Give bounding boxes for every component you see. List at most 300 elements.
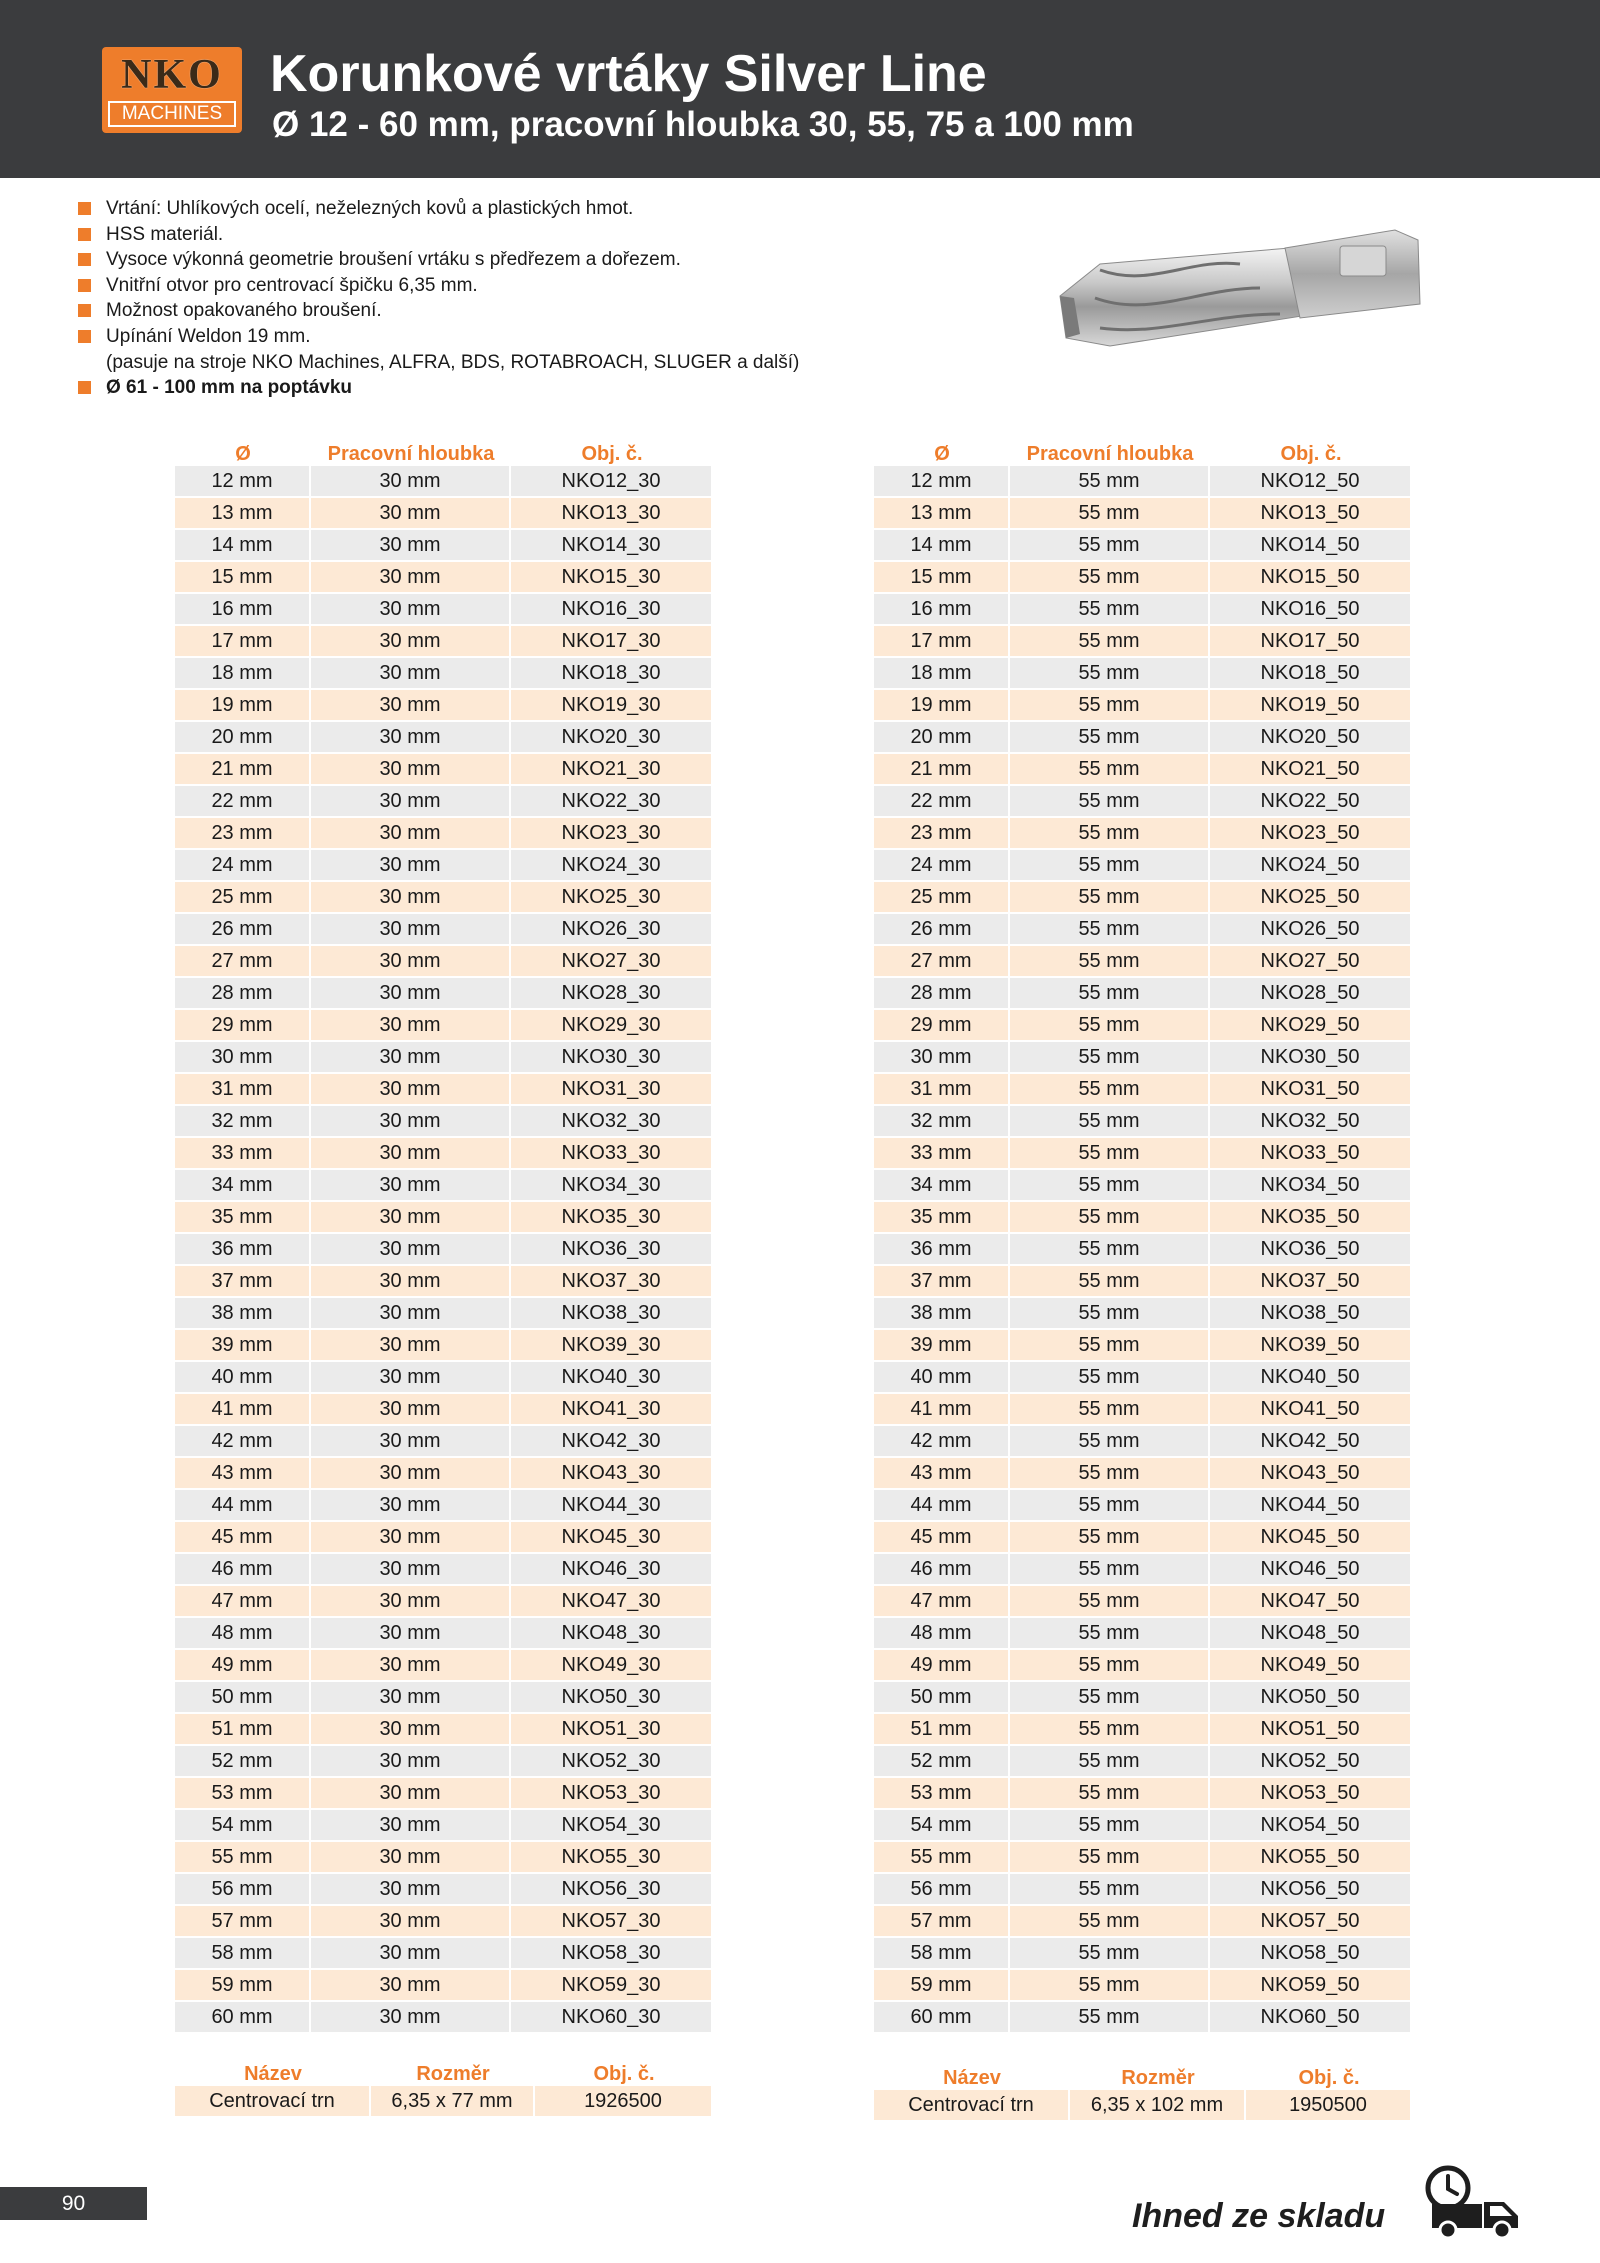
feature-text: Upínání Weldon 19 mm.: [106, 325, 311, 347]
cell-code: NKO50_50: [1210, 1682, 1412, 1714]
table-row: [175, 1682, 713, 1714]
cell-diameter: 33 mm: [175, 1138, 311, 1170]
cell-diameter: 53 mm: [874, 1778, 1010, 1810]
table-row: [175, 2002, 713, 2034]
cell-diameter: 15 mm: [175, 562, 311, 594]
cell-code: NKO22_50: [1210, 786, 1412, 818]
cell-depth: 30 mm: [311, 1554, 511, 1586]
cell-depth: 30 mm: [311, 658, 511, 690]
cell-code: NKO45_30: [511, 1522, 713, 1554]
table-row: [175, 1458, 713, 1490]
cell-code: NKO27_50: [1210, 946, 1412, 978]
table-row: [175, 1938, 713, 1970]
cell-depth: 55 mm: [1010, 562, 1210, 594]
cell-code: NKO33_50: [1210, 1138, 1412, 1170]
cell-depth: 55 mm: [1010, 1906, 1210, 1938]
cell-code: NKO42_30: [511, 1426, 713, 1458]
cell-diameter: 21 mm: [874, 754, 1010, 786]
table-row: [874, 1042, 1412, 1074]
table-row: [874, 466, 1412, 498]
table-row: [874, 1970, 1412, 2002]
table-row: [874, 818, 1412, 850]
cell-code: NKO36_50: [1210, 1234, 1412, 1266]
cell-depth: 30 mm: [311, 1522, 511, 1554]
cell-diameter: 44 mm: [175, 1490, 311, 1522]
table-row: [874, 1010, 1412, 1042]
cell-diameter: 16 mm: [874, 594, 1010, 626]
col-header-code: Obj. č.: [593, 2063, 655, 2085]
cell-diameter: 42 mm: [874, 1426, 1010, 1458]
cell-code: NKO23_30: [511, 818, 713, 850]
cell-depth: 30 mm: [311, 1906, 511, 1938]
cell-diameter: 25 mm: [874, 882, 1010, 914]
cell-code: NKO20_30: [511, 722, 713, 754]
accessory-code: 1950500: [1246, 2090, 1412, 2120]
cell-depth: 55 mm: [1010, 978, 1210, 1010]
table-row: [874, 1138, 1412, 1170]
cell-code: NKO39_50: [1210, 1330, 1412, 1362]
table-row: [175, 1106, 713, 1138]
cell-diameter: 33 mm: [874, 1138, 1010, 1170]
cell-depth: 30 mm: [311, 2002, 511, 2034]
cell-diameter: 31 mm: [175, 1074, 311, 1106]
table-row: [874, 786, 1412, 818]
cell-diameter: 40 mm: [175, 1362, 311, 1394]
cell-depth: 55 mm: [1010, 1426, 1210, 1458]
cell-depth: 30 mm: [311, 1682, 511, 1714]
cell-diameter: 46 mm: [874, 1554, 1010, 1586]
feature-item: [78, 350, 978, 376]
col-header-code: Obj. č.: [581, 443, 643, 465]
cell-diameter: 59 mm: [874, 1970, 1010, 2002]
cell-code: NKO15_50: [1210, 562, 1412, 594]
col-header-depth: Pracovní hloubka: [327, 443, 495, 465]
accessory-size: 6,35 x 77 mm: [371, 2086, 535, 2116]
accessory-name: Centrovací trn: [874, 2090, 1070, 2120]
cell-code: NKO48_50: [1210, 1618, 1412, 1650]
cell-code: NKO50_30: [511, 1682, 713, 1714]
table-row: [175, 498, 713, 530]
cell-code: NKO40_50: [1210, 1362, 1412, 1394]
table-row: [175, 1842, 713, 1874]
cell-depth: 30 mm: [311, 1458, 511, 1490]
cell-diameter: 46 mm: [175, 1554, 311, 1586]
cell-diameter: 60 mm: [874, 2002, 1010, 2034]
cell-diameter: 55 mm: [175, 1842, 311, 1874]
table-row: [874, 850, 1412, 882]
table-row: [175, 1394, 713, 1426]
table-row: [175, 1874, 713, 1906]
cell-code: NKO35_30: [511, 1202, 713, 1234]
table-row: [175, 786, 713, 818]
table-row: [874, 1778, 1412, 1810]
table-row: [874, 722, 1412, 754]
cell-diameter: 18 mm: [874, 658, 1010, 690]
col-header-size: Rozměr: [1121, 2067, 1195, 2089]
cell-code: NKO45_50: [1210, 1522, 1412, 1554]
cell-code: NKO19_30: [511, 690, 713, 722]
table-row: [175, 1202, 713, 1234]
cell-diameter: 60 mm: [175, 2002, 311, 2034]
page-subtitle: Ø 12 - 60 mm, pracovní hloubka 30, 55, 75 a 100 mm: [272, 105, 1134, 144]
cell-code: NKO49_30: [511, 1650, 713, 1682]
cell-code: NKO14_30: [511, 530, 713, 562]
cell-depth: 55 mm: [1010, 1618, 1210, 1650]
cell-code: NKO40_30: [511, 1362, 713, 1394]
cell-code: NKO22_30: [511, 786, 713, 818]
page-number: 90: [0, 2187, 147, 2220]
cell-depth: 30 mm: [311, 978, 511, 1010]
table-row: [175, 1010, 713, 1042]
cell-depth: 55 mm: [1010, 1330, 1210, 1362]
cell-code: NKO21_50: [1210, 754, 1412, 786]
cell-depth: 30 mm: [311, 1042, 511, 1074]
table-row: [874, 1554, 1412, 1586]
cell-diameter: 48 mm: [874, 1618, 1010, 1650]
table-row: [874, 1458, 1412, 1490]
cell-code: NKO13_50: [1210, 498, 1412, 530]
cell-code: NKO35_50: [1210, 1202, 1412, 1234]
cell-code: NKO44_30: [511, 1490, 713, 1522]
cell-diameter: 57 mm: [175, 1906, 311, 1938]
cell-code: NKO16_30: [511, 594, 713, 626]
cell-diameter: 27 mm: [175, 946, 311, 978]
table-row: [175, 690, 713, 722]
table-row: [874, 1074, 1412, 1106]
cell-depth: 30 mm: [311, 882, 511, 914]
bullet-square-icon: [78, 253, 91, 266]
cell-code: NKO18_30: [511, 658, 713, 690]
cell-depth: 30 mm: [311, 1714, 511, 1746]
cell-depth: 55 mm: [1010, 1266, 1210, 1298]
table-row: [874, 1106, 1412, 1138]
cell-code: NKO56_30: [511, 1874, 713, 1906]
cell-code: NKO19_50: [1210, 690, 1412, 722]
table-depth-30: [175, 438, 713, 2034]
cell-depth: 30 mm: [311, 1138, 511, 1170]
table-row: [175, 818, 713, 850]
cell-diameter: 47 mm: [175, 1586, 311, 1618]
feature-item: [78, 375, 978, 401]
table-row: [874, 1842, 1412, 1874]
cell-diameter: 14 mm: [874, 530, 1010, 562]
cell-diameter: 58 mm: [874, 1938, 1010, 1970]
table-row: [175, 946, 713, 978]
cell-diameter: 39 mm: [175, 1330, 311, 1362]
table-row: [175, 1714, 713, 1746]
cell-diameter: 20 mm: [175, 722, 311, 754]
cell-diameter: 41 mm: [175, 1394, 311, 1426]
cell-depth: 55 mm: [1010, 1010, 1210, 1042]
cell-diameter: 59 mm: [175, 1970, 311, 2002]
cell-diameter: 38 mm: [874, 1298, 1010, 1330]
cell-depth: 30 mm: [311, 466, 511, 498]
cell-depth: 30 mm: [311, 1330, 511, 1362]
cell-diameter: 25 mm: [175, 882, 311, 914]
accessory-name: Centrovací trn: [175, 2086, 371, 2116]
logo-mark: NKO: [110, 53, 234, 97]
cell-diameter: 26 mm: [874, 914, 1010, 946]
cell-code: NKO55_50: [1210, 1842, 1412, 1874]
feature-text: Vnitřní otvor pro centrovací špičku 6,35 mm.: [106, 274, 478, 296]
cell-code: NKO51_30: [511, 1714, 713, 1746]
cell-diameter: 57 mm: [874, 1906, 1010, 1938]
table-row: [175, 1650, 713, 1682]
cell-depth: 30 mm: [311, 914, 511, 946]
cell-diameter: 26 mm: [175, 914, 311, 946]
table-row: [175, 1746, 713, 1778]
cell-diameter: 32 mm: [874, 1106, 1010, 1138]
feature-text: Ø 61 - 100 mm na poptávku: [106, 377, 353, 399]
table-row: [874, 1682, 1412, 1714]
cell-depth: 30 mm: [311, 1234, 511, 1266]
cell-depth: 30 mm: [311, 1618, 511, 1650]
cell-diameter: 28 mm: [175, 978, 311, 1010]
cell-diameter: 47 mm: [874, 1586, 1010, 1618]
cell-depth: 55 mm: [1010, 530, 1210, 562]
col-header-code: Obj. č.: [1298, 2067, 1360, 2089]
cell-depth: 55 mm: [1010, 1042, 1210, 1074]
cell-code: NKO58_50: [1210, 1938, 1412, 1970]
cell-diameter: 41 mm: [874, 1394, 1010, 1426]
cell-diameter: 29 mm: [175, 1010, 311, 1042]
cell-diameter: 15 mm: [874, 562, 1010, 594]
cell-depth: 30 mm: [311, 562, 511, 594]
cell-code: NKO58_30: [511, 1938, 713, 1970]
cell-depth: 55 mm: [1010, 626, 1210, 658]
cell-code: NKO49_50: [1210, 1650, 1412, 1682]
cell-diameter: 45 mm: [874, 1522, 1010, 1554]
table-row: [175, 882, 713, 914]
cell-depth: 55 mm: [1010, 722, 1210, 754]
table-row: [175, 1138, 713, 1170]
cell-depth: 30 mm: [311, 1298, 511, 1330]
feature-item: [78, 273, 978, 299]
cell-depth: 30 mm: [311, 1074, 511, 1106]
cell-code: NKO52_50: [1210, 1746, 1412, 1778]
cell-code: NKO53_30: [511, 1778, 713, 1810]
cell-code: NKO47_50: [1210, 1586, 1412, 1618]
table-row: [874, 1266, 1412, 1298]
cell-diameter: 31 mm: [874, 1074, 1010, 1106]
cell-code: NKO38_50: [1210, 1298, 1412, 1330]
cell-depth: 30 mm: [311, 1106, 511, 1138]
cell-depth: 55 mm: [1010, 1874, 1210, 1906]
cell-depth: 30 mm: [311, 818, 511, 850]
cell-diameter: 42 mm: [175, 1426, 311, 1458]
cell-depth: 55 mm: [1010, 1522, 1210, 1554]
cell-code: NKO43_50: [1210, 1458, 1412, 1490]
cell-code: NKO57_50: [1210, 1906, 1412, 1938]
cell-diameter: 23 mm: [175, 818, 311, 850]
cell-code: NKO60_50: [1210, 2002, 1412, 2034]
col-header-diameter: Ø: [934, 443, 950, 465]
table-row: [175, 1330, 713, 1362]
cell-depth: 55 mm: [1010, 882, 1210, 914]
cell-code: NKO17_50: [1210, 626, 1412, 658]
delivery-truck-icon: [1424, 2164, 1524, 2240]
accessory-table-right: [874, 2060, 1412, 2120]
col-header-name: Název: [244, 2063, 302, 2085]
cell-depth: 55 mm: [1010, 1298, 1210, 1330]
cell-code: NKO60_30: [511, 2002, 713, 2034]
table-row: [874, 1586, 1412, 1618]
cell-depth: 30 mm: [311, 1842, 511, 1874]
cell-code: NKO59_30: [511, 1970, 713, 2002]
table-row: [874, 1746, 1412, 1778]
cell-depth: 30 mm: [311, 1650, 511, 1682]
table-row: [175, 2086, 713, 2116]
table-row: [175, 1042, 713, 1074]
cell-diameter: 12 mm: [175, 466, 311, 498]
cell-depth: 55 mm: [1010, 1394, 1210, 1426]
cell-code: NKO31_30: [511, 1074, 713, 1106]
cell-code: NKO46_30: [511, 1554, 713, 1586]
cell-code: NKO42_50: [1210, 1426, 1412, 1458]
cell-diameter: 23 mm: [874, 818, 1010, 850]
cell-depth: 30 mm: [311, 1938, 511, 1970]
table-row: [175, 754, 713, 786]
table-row: [175, 1298, 713, 1330]
table-row: [874, 1874, 1412, 1906]
cell-diameter: 32 mm: [175, 1106, 311, 1138]
table-row: [175, 1074, 713, 1106]
table-row: [175, 1266, 713, 1298]
cell-code: NKO44_50: [1210, 1490, 1412, 1522]
cell-code: NKO18_50: [1210, 658, 1412, 690]
cell-depth: 30 mm: [311, 530, 511, 562]
bullet-square-icon: [78, 304, 91, 317]
cell-depth: 55 mm: [1010, 1554, 1210, 1586]
cell-code: NKO29_50: [1210, 1010, 1412, 1042]
table-row: [874, 2090, 1412, 2120]
table-row: [874, 978, 1412, 1010]
cell-depth: 55 mm: [1010, 466, 1210, 498]
cell-diameter: 55 mm: [874, 1842, 1010, 1874]
cell-depth: 55 mm: [1010, 850, 1210, 882]
cell-code: NKO38_30: [511, 1298, 713, 1330]
bullet-square-icon: [78, 381, 91, 394]
table-row: [874, 690, 1412, 722]
cell-code: NKO32_50: [1210, 1106, 1412, 1138]
cell-diameter: 36 mm: [874, 1234, 1010, 1266]
cell-diameter: 34 mm: [874, 1170, 1010, 1202]
table-row: [874, 594, 1412, 626]
cell-diameter: 58 mm: [175, 1938, 311, 1970]
table-row: [874, 1330, 1412, 1362]
table-row: [874, 1202, 1412, 1234]
table-row: [175, 1426, 713, 1458]
cell-diameter: 22 mm: [175, 786, 311, 818]
accessory-size: 6,35 x 102 mm: [1070, 2090, 1246, 2120]
cell-code: NKO26_50: [1210, 914, 1412, 946]
table-row: [874, 1234, 1412, 1266]
cell-code: NKO31_50: [1210, 1074, 1412, 1106]
cell-code: NKO29_30: [511, 1010, 713, 1042]
table-row: [874, 498, 1412, 530]
cell-diameter: 43 mm: [175, 1458, 311, 1490]
table-row: [175, 466, 713, 498]
cell-code: NKO32_30: [511, 1106, 713, 1138]
cell-code: NKO37_50: [1210, 1266, 1412, 1298]
cell-depth: 55 mm: [1010, 1362, 1210, 1394]
col-header-size: Rozměr: [416, 2063, 490, 2085]
cell-diameter: 19 mm: [175, 690, 311, 722]
cell-diameter: 54 mm: [874, 1810, 1010, 1842]
feature-item: [78, 196, 978, 222]
table-row: [175, 1234, 713, 1266]
cell-code: NKO36_30: [511, 1234, 713, 1266]
bullet-square-icon: [78, 279, 91, 292]
cell-depth: 55 mm: [1010, 1842, 1210, 1874]
cell-diameter: 56 mm: [874, 1874, 1010, 1906]
cell-code: NKO39_30: [511, 1330, 713, 1362]
cell-code: NKO53_50: [1210, 1778, 1412, 1810]
cell-code: NKO12_30: [511, 466, 713, 498]
cell-diameter: 30 mm: [874, 1042, 1010, 1074]
table-row: [874, 882, 1412, 914]
cell-depth: 30 mm: [311, 786, 511, 818]
cell-depth: 55 mm: [1010, 1746, 1210, 1778]
cell-depth: 30 mm: [311, 1746, 511, 1778]
bullet-square-icon: [78, 330, 91, 343]
cell-depth: 55 mm: [1010, 946, 1210, 978]
cell-diameter: 40 mm: [874, 1362, 1010, 1394]
cell-depth: 30 mm: [311, 1490, 511, 1522]
cell-code: NKO12_50: [1210, 466, 1412, 498]
table-row: [874, 914, 1412, 946]
cell-depth: 30 mm: [311, 1170, 511, 1202]
table-row: [874, 530, 1412, 562]
table-row: [175, 626, 713, 658]
cell-depth: 55 mm: [1010, 1074, 1210, 1106]
cell-depth: 30 mm: [311, 498, 511, 530]
cell-diameter: 34 mm: [175, 1170, 311, 1202]
cell-diameter: 56 mm: [175, 1874, 311, 1906]
cell-code: NKO30_50: [1210, 1042, 1412, 1074]
cell-depth: 55 mm: [1010, 786, 1210, 818]
cell-depth: 30 mm: [311, 1810, 511, 1842]
cell-depth: 55 mm: [1010, 1170, 1210, 1202]
cell-code: NKO17_30: [511, 626, 713, 658]
cell-diameter: 39 mm: [874, 1330, 1010, 1362]
table-row: [175, 1778, 713, 1810]
table-row: [874, 562, 1412, 594]
cell-depth: 55 mm: [1010, 1682, 1210, 1714]
cell-diameter: 18 mm: [175, 658, 311, 690]
cell-diameter: 17 mm: [874, 626, 1010, 658]
cell-depth: 55 mm: [1010, 1970, 1210, 2002]
cell-code: NKO33_30: [511, 1138, 713, 1170]
cell-diameter: 50 mm: [874, 1682, 1010, 1714]
cell-code: NKO23_50: [1210, 818, 1412, 850]
cell-diameter: 12 mm: [874, 466, 1010, 498]
cell-diameter: 44 mm: [874, 1490, 1010, 1522]
table-row: [874, 1298, 1412, 1330]
accessory-code: 1926500: [535, 2086, 713, 2116]
table-row: [175, 530, 713, 562]
cell-diameter: 20 mm: [874, 722, 1010, 754]
core-drill-image: [1040, 218, 1440, 368]
cell-depth: 30 mm: [311, 722, 511, 754]
cell-code: NKO20_50: [1210, 722, 1412, 754]
cell-code: NKO26_30: [511, 914, 713, 946]
cell-code: NKO34_30: [511, 1170, 713, 1202]
table-row: [874, 1394, 1412, 1426]
table-row: [175, 1362, 713, 1394]
cell-depth: 30 mm: [311, 1362, 511, 1394]
cell-depth: 30 mm: [311, 1874, 511, 1906]
